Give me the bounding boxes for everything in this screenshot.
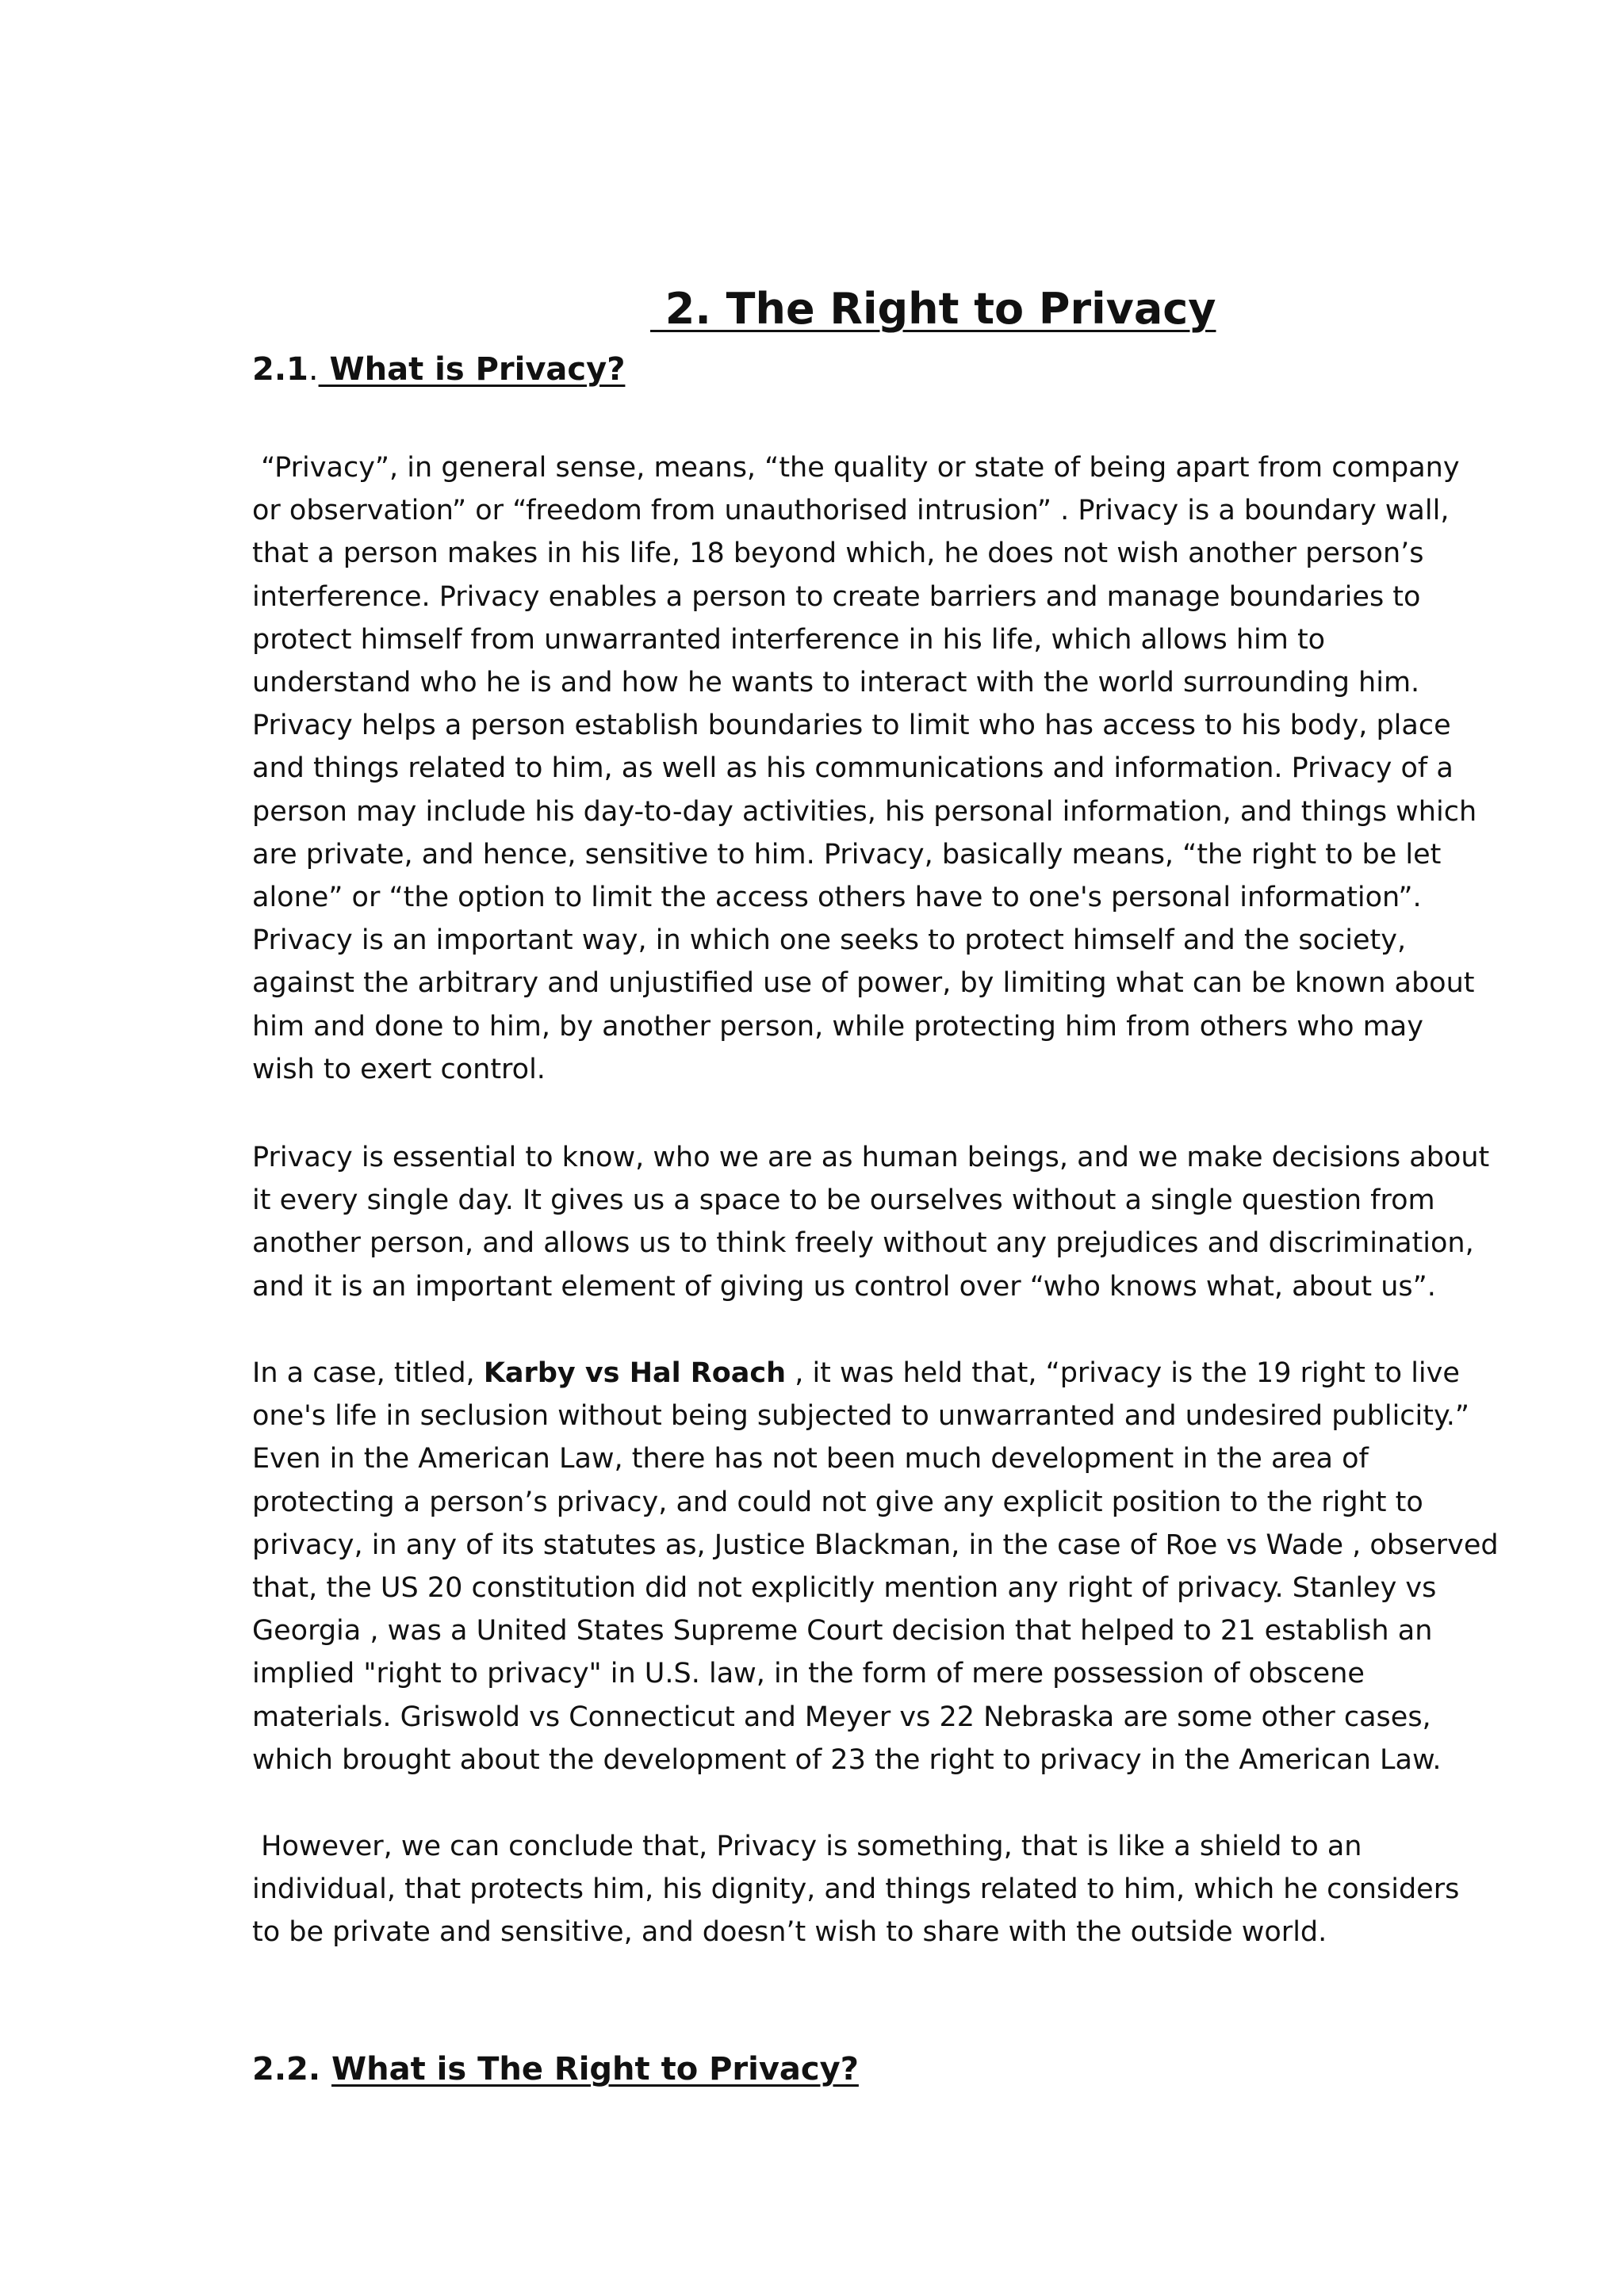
text-line: Privacy is an important way, in which one seeks to protect himself and the society, [252,924,1407,957]
section-number: 2.2. [252,2051,321,2087]
text-line: protect himself from unwarranted interference in his life, which allows him to [252,623,1326,656]
text-line: against the arbitrary and unjustified use of power, by limiting what can be known about [252,967,1475,1000]
text-line-prefix: In a case, titled, [252,1357,484,1389]
text-line: understand who he is and how he wants to interact with the world surrounding him. [252,667,1420,699]
text-line: materials. Griswold vs Connecticut and Meyer vs 22 Nebraska are some other cases, [252,1701,1431,1733]
text-line: and things related to him, as well as his communications and information. Privacy of a [252,752,1454,785]
section-title: What is Privacy? [318,351,626,388]
text-line: individual, that protects him, his dignity, and things related to him, which he considers [252,1873,1460,1906]
text-line: or observation” or “freedom from unauthorised intrusion” . Privacy is a boundary wall, [252,495,1450,527]
text-line: alone” or “the option to limit the access others have to one's personal information”. [252,882,1422,914]
text-line: “Privacy”, in general sense, means, “the quality or state of being apart from company [252,452,1460,484]
section-title: What is The Right to Privacy? [331,2051,859,2087]
paragraph-privacy-essential [252,1136,1490,1308]
text-line: to be private and sensitive, and doesn’t wish to share with the outside world. [252,1916,1327,1949]
text-line: that a person makes in his life, 18 beyond which, he does not wish another person’s [252,538,1424,570]
text-line: Georgia , was a United States Supreme Court decision that helped to 21 establish an [252,1615,1433,1647]
text-line: are private, and hence, sensitive to him. Privacy, basically means, “the right to be let [252,838,1442,871]
text-line: person may include his day-to-day activities, his personal information, and things which [252,795,1477,828]
section-number-separator: . [308,351,319,388]
text-line: it every single day. It gives us a space to be ourselves without a single question from [252,1184,1435,1217]
text-line: that, the US 20 constitution did not explicitly mention any right of privacy. Stanley vs [252,1572,1437,1605]
section-heading-2-1 [252,350,625,388]
section-number: 2.1 [252,351,308,388]
text-line: interference. Privacy enables a person to create barriers and manage boundaries to [252,580,1421,613]
page-title: 2. The Right to Privacy [650,284,1216,334]
text-line-suffix: , it was held that, “privacy is the 19 right to live [786,1357,1460,1389]
text-line [252,1352,1460,1395]
text-line: protecting a person’s privacy, and could not give any explicit position to the right to [252,1486,1423,1518]
text-line: and it is an important element of giving us control over “who knows what, about us”. [252,1270,1436,1303]
text-line: him and done to him, by another person, while protecting him from others who may [252,1010,1423,1043]
text-line: Privacy is essential to know, who we are as human beings, and we make decisions about [252,1142,1490,1173]
paragraph-privacy-definition [252,446,1477,1091]
text-line: another person, and allows us to think freely without any prejudices and discrimination, [252,1227,1474,1260]
text-line: However, we can conclude that, Privacy is something, that is like a shield to an [252,1831,1362,1862]
text-line: implied "right to privacy" in U.S. law, in the form of mere possession of obscene [252,1658,1365,1690]
text-line: privacy, in any of its statutes as, Justice Blackman, in the case of Roe vs Wade , observed [252,1529,1499,1561]
text-line: wish to exert control. [252,1053,546,1085]
paragraph-conclusion [252,1825,1460,1954]
text-line: Privacy helps a person establish boundaries to limit who has access to his body, place [252,710,1451,742]
text-line: Even in the American Law, there has not been much development in the area of [252,1443,1369,1475]
text-line: which brought about the development of 23 the right to privacy in the American Law. [252,1743,1442,1776]
text-line: one's life in seclusion without being subjected to unwarranted and undesired publicity.” [252,1400,1469,1433]
case-name-bold: Karby vs Hal Roach [483,1357,787,1389]
paragraph-case-law [252,1352,1499,1781]
section-heading-2-2 [252,2050,859,2088]
